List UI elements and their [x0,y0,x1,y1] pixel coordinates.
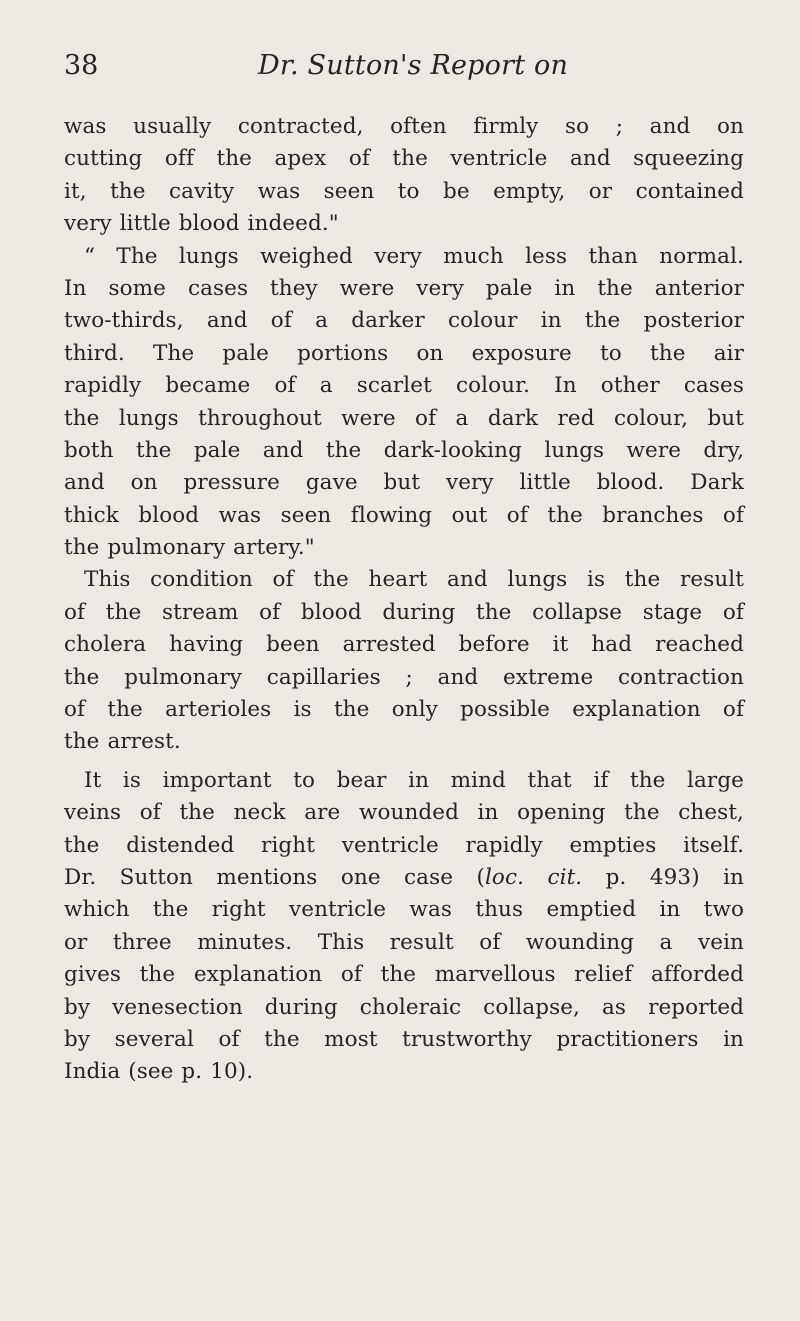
text-line: In some cases they were very pale in the anterior [64,275,744,301]
text-line: “ The lungs weighed very much less than normal. [84,243,744,269]
text-line: was usually contracted, often firmly so ; and on [64,114,744,139]
text-line: cholera having been arrested before it had reached [64,632,744,658]
page-header [64,50,744,90]
text-line: Dr. Sutton mentions one case (loc. cit. p. 493) in [64,864,744,890]
text-line: by several of the most trustworthy practitioners in [64,1026,744,1052]
text-line: it, the cavity was seen to be empty, or contained [64,178,744,204]
text-line: third. The pale portions on exposure to the air [64,340,744,366]
text-line: gives the explanation of the marvellous relief afforded [64,962,744,988]
citation-page: p. 493) in [605,864,744,890]
body-text [64,111,744,1089]
text-line: This condition of the heart and lungs is the result [84,567,744,593]
text-line: and on pressure gave but very little blood. Dark [64,470,744,496]
text-line: the pulmonary capillaries ; and extreme contraction [64,664,744,690]
text-line: rapidly became of a scarlet colour. In other cases [64,373,744,399]
text-line: the lungs throughout were of a dark red colour, but [64,405,744,431]
text-line: thick blood was seen flowing out of the branches of [64,502,744,528]
text-line: India (see p. 10). [64,1059,254,1085]
text-line: the arrest. [64,729,181,755]
text-line: very little blood indeed." [64,211,339,237]
running-head: Dr. Sutton's Report on [258,50,569,81]
text-line: cutting off the apex of the ventricle and squeezing [64,146,744,172]
citation-loc-cit: loc. cit. [484,864,583,890]
text-line: both the pale and the dark-looking lungs were dry, [64,437,744,463]
text-line: or three minutes. This result of wounding a vein [64,929,744,955]
text-line: of the arterioles is the only possible explanation of [64,697,744,723]
text-line: the pulmonary artery." [64,535,315,561]
text-line: which the right ventricle was thus emptied in two [64,897,744,923]
text-line: veins of the neck are wounded in opening the chest, [64,800,744,826]
page-number: 38 [64,50,99,81]
text-line: by venesection during choleraic collapse, as reported [64,994,744,1020]
text-line: two-thirds, and of a darker colour in the posterior [64,308,744,334]
citation-lead: Dr. Sutton mentions one case [64,864,454,890]
text-line: It is important to bear in mind that if the large [84,767,744,793]
text-line: the distended right ventricle rapidly empties itself. [64,832,744,858]
text-line: of the stream of blood during the collapse stage of [64,599,744,625]
